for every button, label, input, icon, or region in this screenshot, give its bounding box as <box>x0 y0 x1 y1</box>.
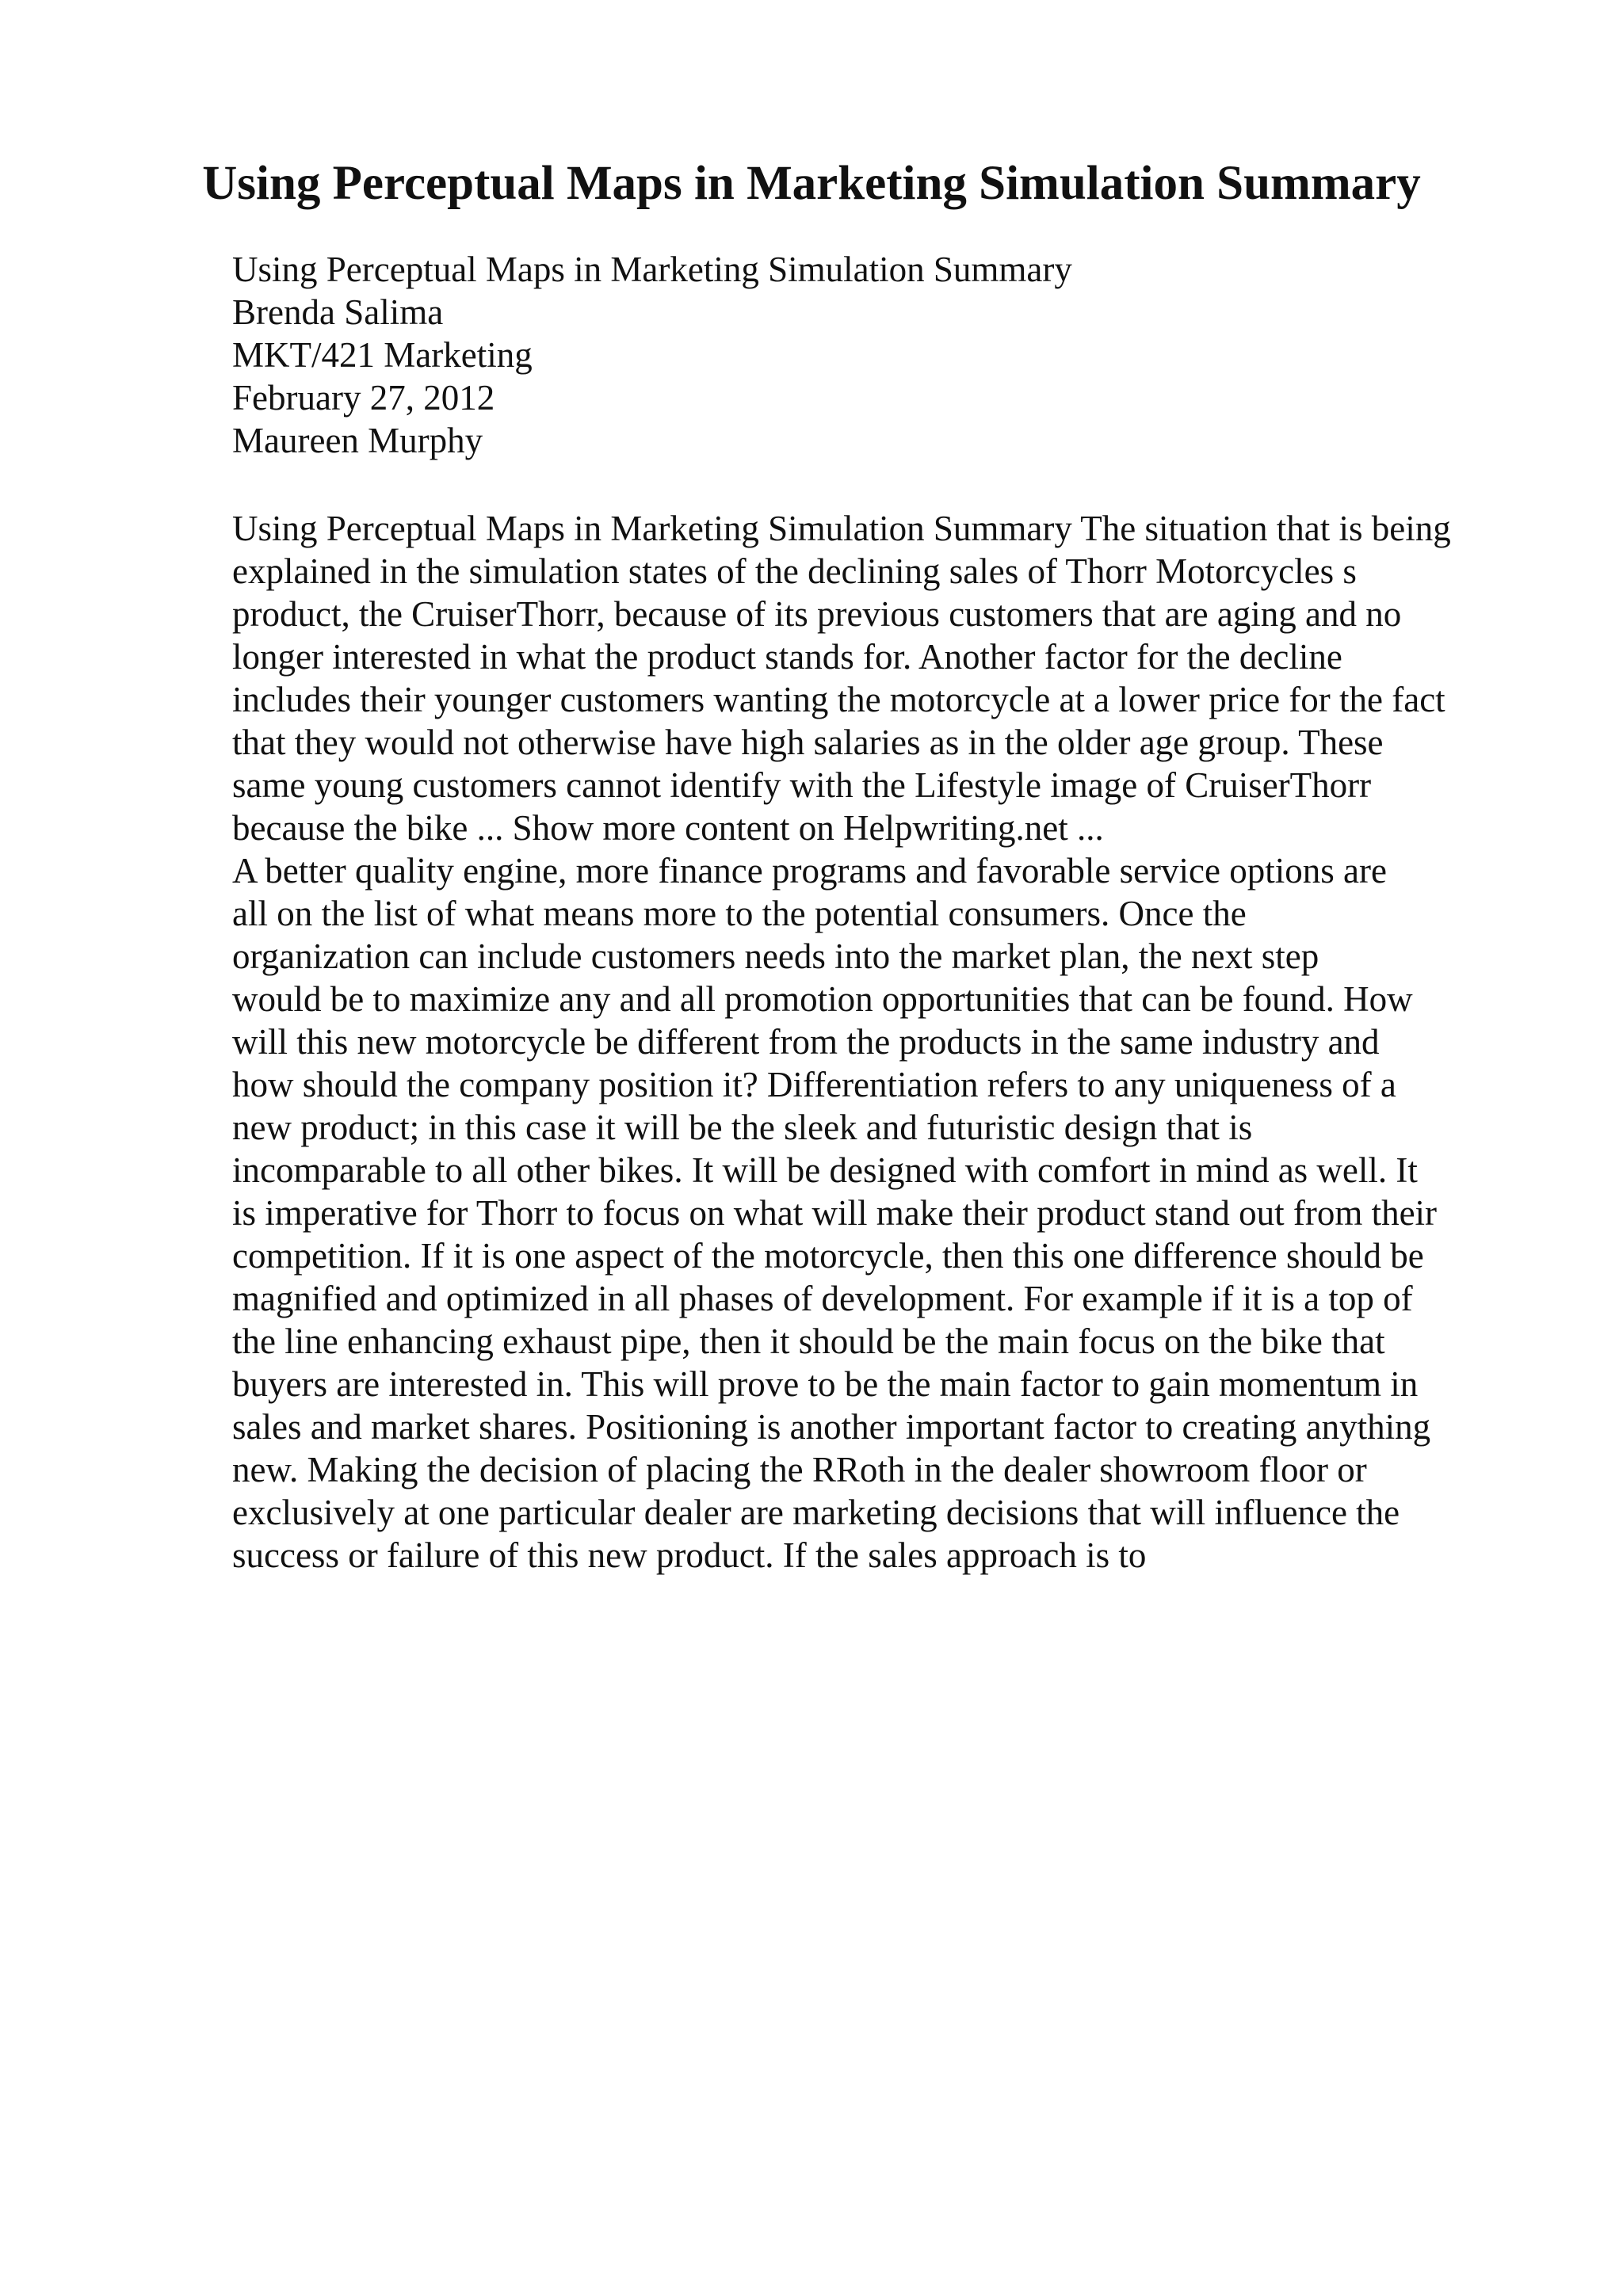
body-line: magnified and optimized in all phases of development. For example if it is a top of <box>232 1279 1413 1318</box>
body-line: new product; in this case it will be the sleek and futuristic design that is <box>232 1108 1253 1147</box>
body-line: same young customers cannot identify with the Lifestyle image of CruiserThorr <box>232 765 1372 805</box>
body-line: how should the company position it? Differentiation refers to any uniqueness of a <box>232 1065 1396 1104</box>
body-line: incomparable to all other bikes. It will be designed with comfort in mind as well. It <box>232 1150 1418 1190</box>
body-line: competition. If it is one aspect of the motorcycle, then this one difference should be <box>232 1236 1424 1276</box>
body-line: is imperative for Thorr to focus on what will make their product stand out from their <box>232 1193 1438 1233</box>
body-line: product, the CruiserThorr, because of its previous customers that are aging and no <box>232 594 1402 634</box>
body-line: sales and market shares. Positioning is another important factor to creating anything <box>232 1407 1431 1447</box>
body-line: because the bike ... Show more content on Helpwriting.net ... <box>232 808 1104 848</box>
document-body <box>232 507 1451 1577</box>
header-line-subtitle: Using Perceptual Maps in Marketing Simulation Summary <box>232 250 1072 289</box>
body-line: includes their younger customers wanting the motorcycle at a lower price for the fact <box>232 680 1445 719</box>
body-line: exclusively at one particular dealer are marketing decisions that will influence the <box>232 1493 1400 1532</box>
header-line-date: February 27, 2012 <box>232 378 495 418</box>
body-line: Using Perceptual Maps in Marketing Simulation Summary The situation that is being <box>232 509 1451 548</box>
header-line-instructor: Maureen Murphy <box>232 421 483 460</box>
body-line: explained in the simulation states of the declining sales of Thorr Motorcycles s <box>232 551 1357 591</box>
body-line: buyers are interested in. This will prove to be the main factor to gain momentum in <box>232 1364 1419 1404</box>
body-line: would be to maximize any and all promotion opportunities that can be found. How <box>232 979 1413 1019</box>
body-line: all on the list of what means more to the potential consumers. Once the <box>232 894 1247 933</box>
body-line: organization can include customers needs into the market plan, the next step <box>232 936 1319 976</box>
document-header <box>232 248 1072 462</box>
header-line-author: Brenda Salima <box>232 292 444 332</box>
body-line: new. Making the decision of placing the RRoth in the dealer showroom floor or <box>232 1450 1367 1489</box>
body-line: will this new motorcycle be different from the products in the same industry and <box>232 1022 1380 1062</box>
body-line: A better quality engine, more finance programs and favorable service options are <box>232 851 1387 891</box>
header-line-course: MKT/421 Marketing <box>232 335 533 375</box>
document-title: Using Perceptual Maps in Marketing Simulation Summary <box>202 157 1421 210</box>
body-line: longer interested in what the product stands for. Another factor for the decline <box>232 637 1342 677</box>
body-line: the line enhancing exhaust pipe, then it should be the main focus on the bike that <box>232 1322 1385 1361</box>
body-line: that they would not otherwise have high salaries as in the older age group. These <box>232 723 1384 762</box>
body-line: success or failure of this new product. If the sales approach is to <box>232 1535 1147 1575</box>
